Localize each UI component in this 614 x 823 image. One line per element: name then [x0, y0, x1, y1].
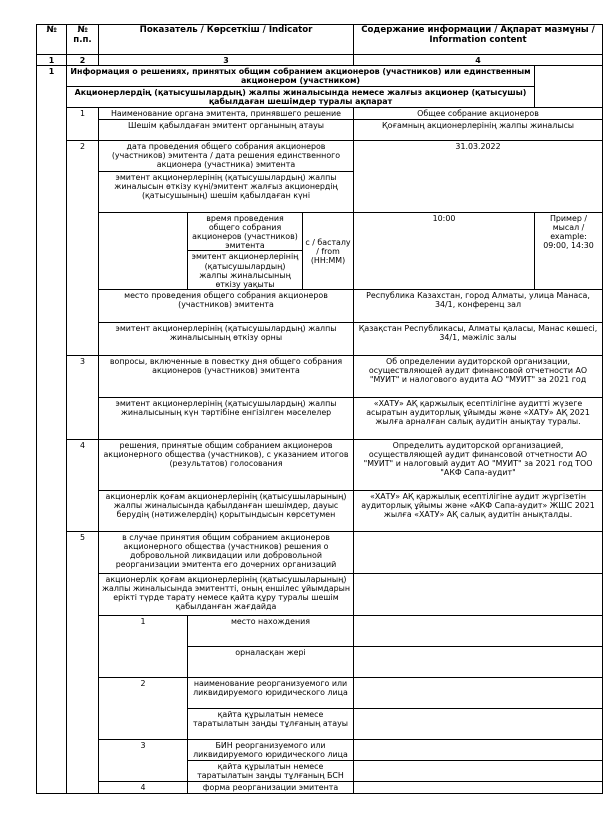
time-from-label: с / басталу / from (HH:MM): [303, 213, 354, 290]
row-label: вопросы, включенные в повестку дня общего собрания акционеров (участников) эмитента: [99, 355, 354, 397]
row-value: Қоғамның акционерлерінің жалпы жиналысы: [354, 120, 603, 141]
row-label: место нахождения: [188, 615, 354, 646]
table-row: [37, 573, 603, 615]
header-no: №: [37, 25, 67, 55]
row-label: решения, принятые общим собранием акционеров акционерного общества (участников), с указанием итогов (результатов) голосования: [99, 439, 354, 490]
row-value: Қазақстан Республикасы, Алматы қаласы, Манас көшесі, 34/1, мәжіліс залы: [354, 322, 603, 355]
column-number-2: 2: [67, 55, 99, 66]
sub-number: 3: [99, 739, 188, 781]
row-value: Общее собрание акционеров: [354, 108, 603, 120]
table-row: [37, 322, 603, 355]
sub-number: 4: [99, 781, 188, 793]
row-number: 2: [67, 141, 99, 356]
row-number: 4: [67, 439, 99, 531]
row-value: Определить аудиторской организацией, осуществляющей аудит финансовой отчетности АО "МУИТ" и налоговый аудит АО "МУИТ" за 2021 год ТОО "АКФ Сапа-аудит": [354, 439, 603, 490]
header-pp: № п.п.: [67, 25, 99, 55]
meeting-time: 10:00: [354, 213, 535, 290]
header-content: Содержание информации / Ақпарат мазмұны / Information content: [354, 25, 603, 55]
row-label: эмитент акционерлерінің (қатысушылардың) жалпы жиналысының өткізу орны: [99, 322, 354, 355]
column-number-1: 1: [37, 55, 67, 66]
table-row: [37, 739, 603, 760]
row-label: қайта құрылатын немесе таратылатын заңды тұлғаның БСН: [188, 760, 354, 781]
row-label: Шешім қабылдаған эмитент органының атауы: [99, 120, 354, 141]
table-row: [37, 213, 603, 251]
row-label: қайта құрылатын немесе таратылатын заңды тұлғаның атауы: [188, 708, 354, 739]
row-label: БИН реорганизуемого или ликвидируемого юридического лица: [188, 739, 354, 760]
row-value: Об определении аудиторской организации, осуществляющей аудит финансовой отчетности АО "МУИТ" и налогового аудита АО "МУИТ" за 2021 год: [354, 355, 603, 397]
row-label: наименование реорганизуемого или ликвидируемого юридического лица: [188, 677, 354, 708]
table-row: [37, 439, 603, 490]
sub-number: 1: [99, 615, 188, 677]
table-row: [37, 677, 603, 708]
table-header-row: [37, 25, 603, 55]
section-title-row: [37, 66, 603, 87]
column-number-3: 3: [99, 55, 354, 66]
row-number: 1: [67, 108, 99, 141]
row-value: «ХАТУ» АҚ қаржылық есептілігіне аудитті жүзеге асыратын аудиторлық ұйымды және «ХАТУ» АҚ 2021 жылға арналған салық аудитін анықтау туралы.: [354, 397, 603, 439]
disclosure-table: [36, 24, 603, 794]
table-row: [37, 615, 603, 646]
row-label: эмитент акционерлерінің (қатысушылардың) жалпы жиналысын өткізу күні/эмитент жалғыз акционердің (қатысушының) шешім қабылдаған күні: [99, 172, 354, 213]
column-numbers-row: [37, 55, 603, 66]
row-label: в случае принятия общим собранием акционеров акционерного общества (участников) решения о добровольной ликвидации или добровольной реорганизации эмитента его дочерних организаций: [99, 531, 354, 573]
table-row: [37, 289, 603, 322]
section-title-kz: Акционерлердің (қатысушылардың) жалпы жиналысында немесе жалғыз акционер (қатысушы) қабылдаған шешімдер туралы ақпарат: [67, 87, 535, 108]
row-label: орналасқан жері: [188, 646, 354, 677]
row-label: эмитент акционерлерінің (қатысушылардың) жалпы жиналысының өткізу уақыты: [188, 251, 303, 289]
row-label: дата проведения общего собрания акционеров (участников) эмитента / дата решения единственного акционера (участника) эмитента: [99, 141, 354, 172]
table-row: [37, 141, 603, 172]
table-row: [37, 490, 603, 531]
meeting-date: 31.03.2022: [354, 141, 603, 213]
row-label: акционерлік қоғам акционерлерінің (қатысушыларының) жалпы жиналысында қабылданған шешімдер, дауыс берудің (нәтижелердің) қорытындысын көрсетумен: [99, 490, 354, 531]
row-label: форма реорганизации эмитента: [188, 781, 354, 793]
section-title-ru: Информация о решениях, принятых общим собранием акционеров (участников) или единственным акционером (участником): [67, 66, 535, 87]
table-row: [37, 781, 603, 793]
row-number: 3: [67, 355, 99, 439]
row-label: акционерлік қоғам акционерлерінің (қатысушыларының) жалпы жиналысында эмитентті, оның еншілес ұйымдарын еріктi түрде тарату немесе қайта құру туралы шешім қабылданған жағдайда: [99, 573, 354, 615]
column-number-4: 4: [354, 55, 603, 66]
table-row: [37, 120, 603, 141]
table-row: [37, 531, 603, 573]
table-row: [37, 397, 603, 439]
time-example: Пример / мысал / example: 09:00, 14:30: [535, 213, 603, 290]
table-row: [37, 355, 603, 397]
row-value: «ХАТУ» АҚ қаржылық есептілігіне аудит жүргізетін аудиторлық ұйымы және «АКФ Сапа-аудит» ЖШС 2021 жылға «ХАТУ» АҚ салық аудитін анықталды.: [354, 490, 603, 531]
row-value: Республика Казахстан, город Алматы, улица Манаса, 34/1, конференц зал: [354, 289, 603, 322]
header-indicator: Показатель / Көрсеткіш / Indicator: [99, 25, 354, 55]
row-label: эмитент акционерлерінің (қатысушылардың) жалпы жиналысының күн тәртібіне енгізілген мәселелер: [99, 397, 354, 439]
row-label: место проведения общего собрания акционеров (участников) эмитента: [99, 289, 354, 322]
section-title-kz-row: [37, 87, 603, 108]
row-number: 5: [67, 531, 99, 793]
section-number: 1: [37, 66, 67, 794]
row-label: Наименование органа эмитента, принявшего решение: [99, 108, 354, 120]
row-label: время проведения общего собрания акционеров (участников) эмитента: [188, 213, 303, 251]
table-row: [37, 108, 603, 120]
sub-number: 2: [99, 677, 188, 739]
